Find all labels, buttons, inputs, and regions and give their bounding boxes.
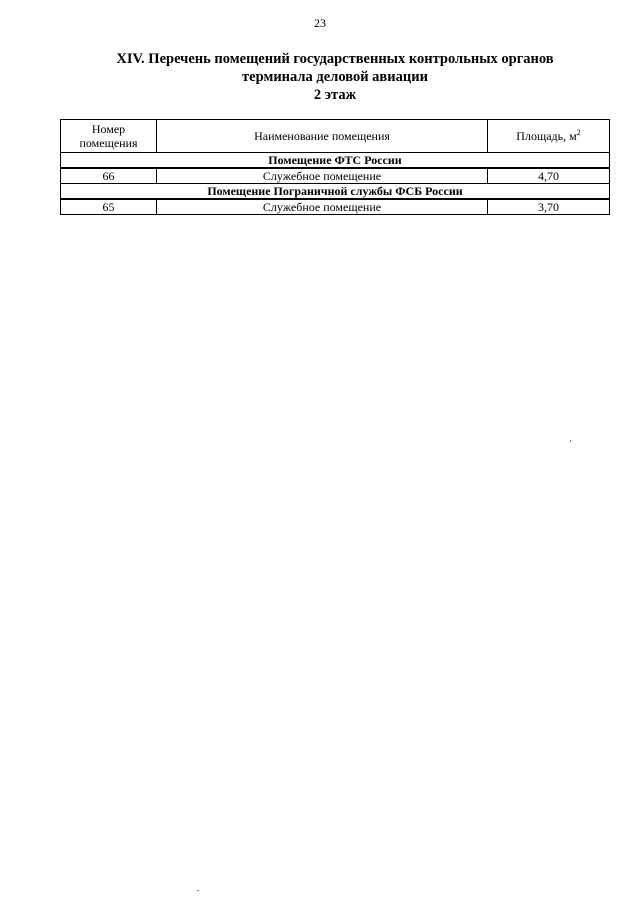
header-area-label: Площадь, м [516,129,577,143]
header-room-number [61,120,157,153]
room-area-cell: 3,70 [488,199,610,215]
room-name-cell: Служебное помещение [157,199,488,215]
document-title [0,50,640,104]
scan-speck [570,440,571,442]
title-line-2: терминала деловой авиации [242,69,428,85]
rooms-table [60,119,610,215]
header-room-number-line2: помещения [79,136,138,150]
page-number: 23 [314,16,326,30]
table-row [61,168,610,184]
section-title: Помещение Пограничной службы ФСБ России [61,184,610,200]
table-row [61,199,610,215]
section-row [61,184,610,200]
section-row [61,153,610,169]
header-room-name: Наименование помещения [157,120,488,153]
table-header-row [61,120,610,153]
room-number-cell: 66 [61,168,157,184]
header-room-number-line1: Номер [91,122,126,136]
header-area [488,120,610,153]
room-name-cell: Служебное помещение [157,168,488,184]
room-number-cell: 65 [61,199,157,215]
room-area-cell: 4,70 [488,168,610,184]
title-line-1: XIV. Перечень помещений государственных контрольных органов [116,51,554,67]
scan-speck [197,890,199,891]
title-line-3: 2 этаж [313,87,357,103]
header-area-unit-exponent: 2 [576,128,581,137]
section-title: Помещение ФТС России [61,153,610,169]
